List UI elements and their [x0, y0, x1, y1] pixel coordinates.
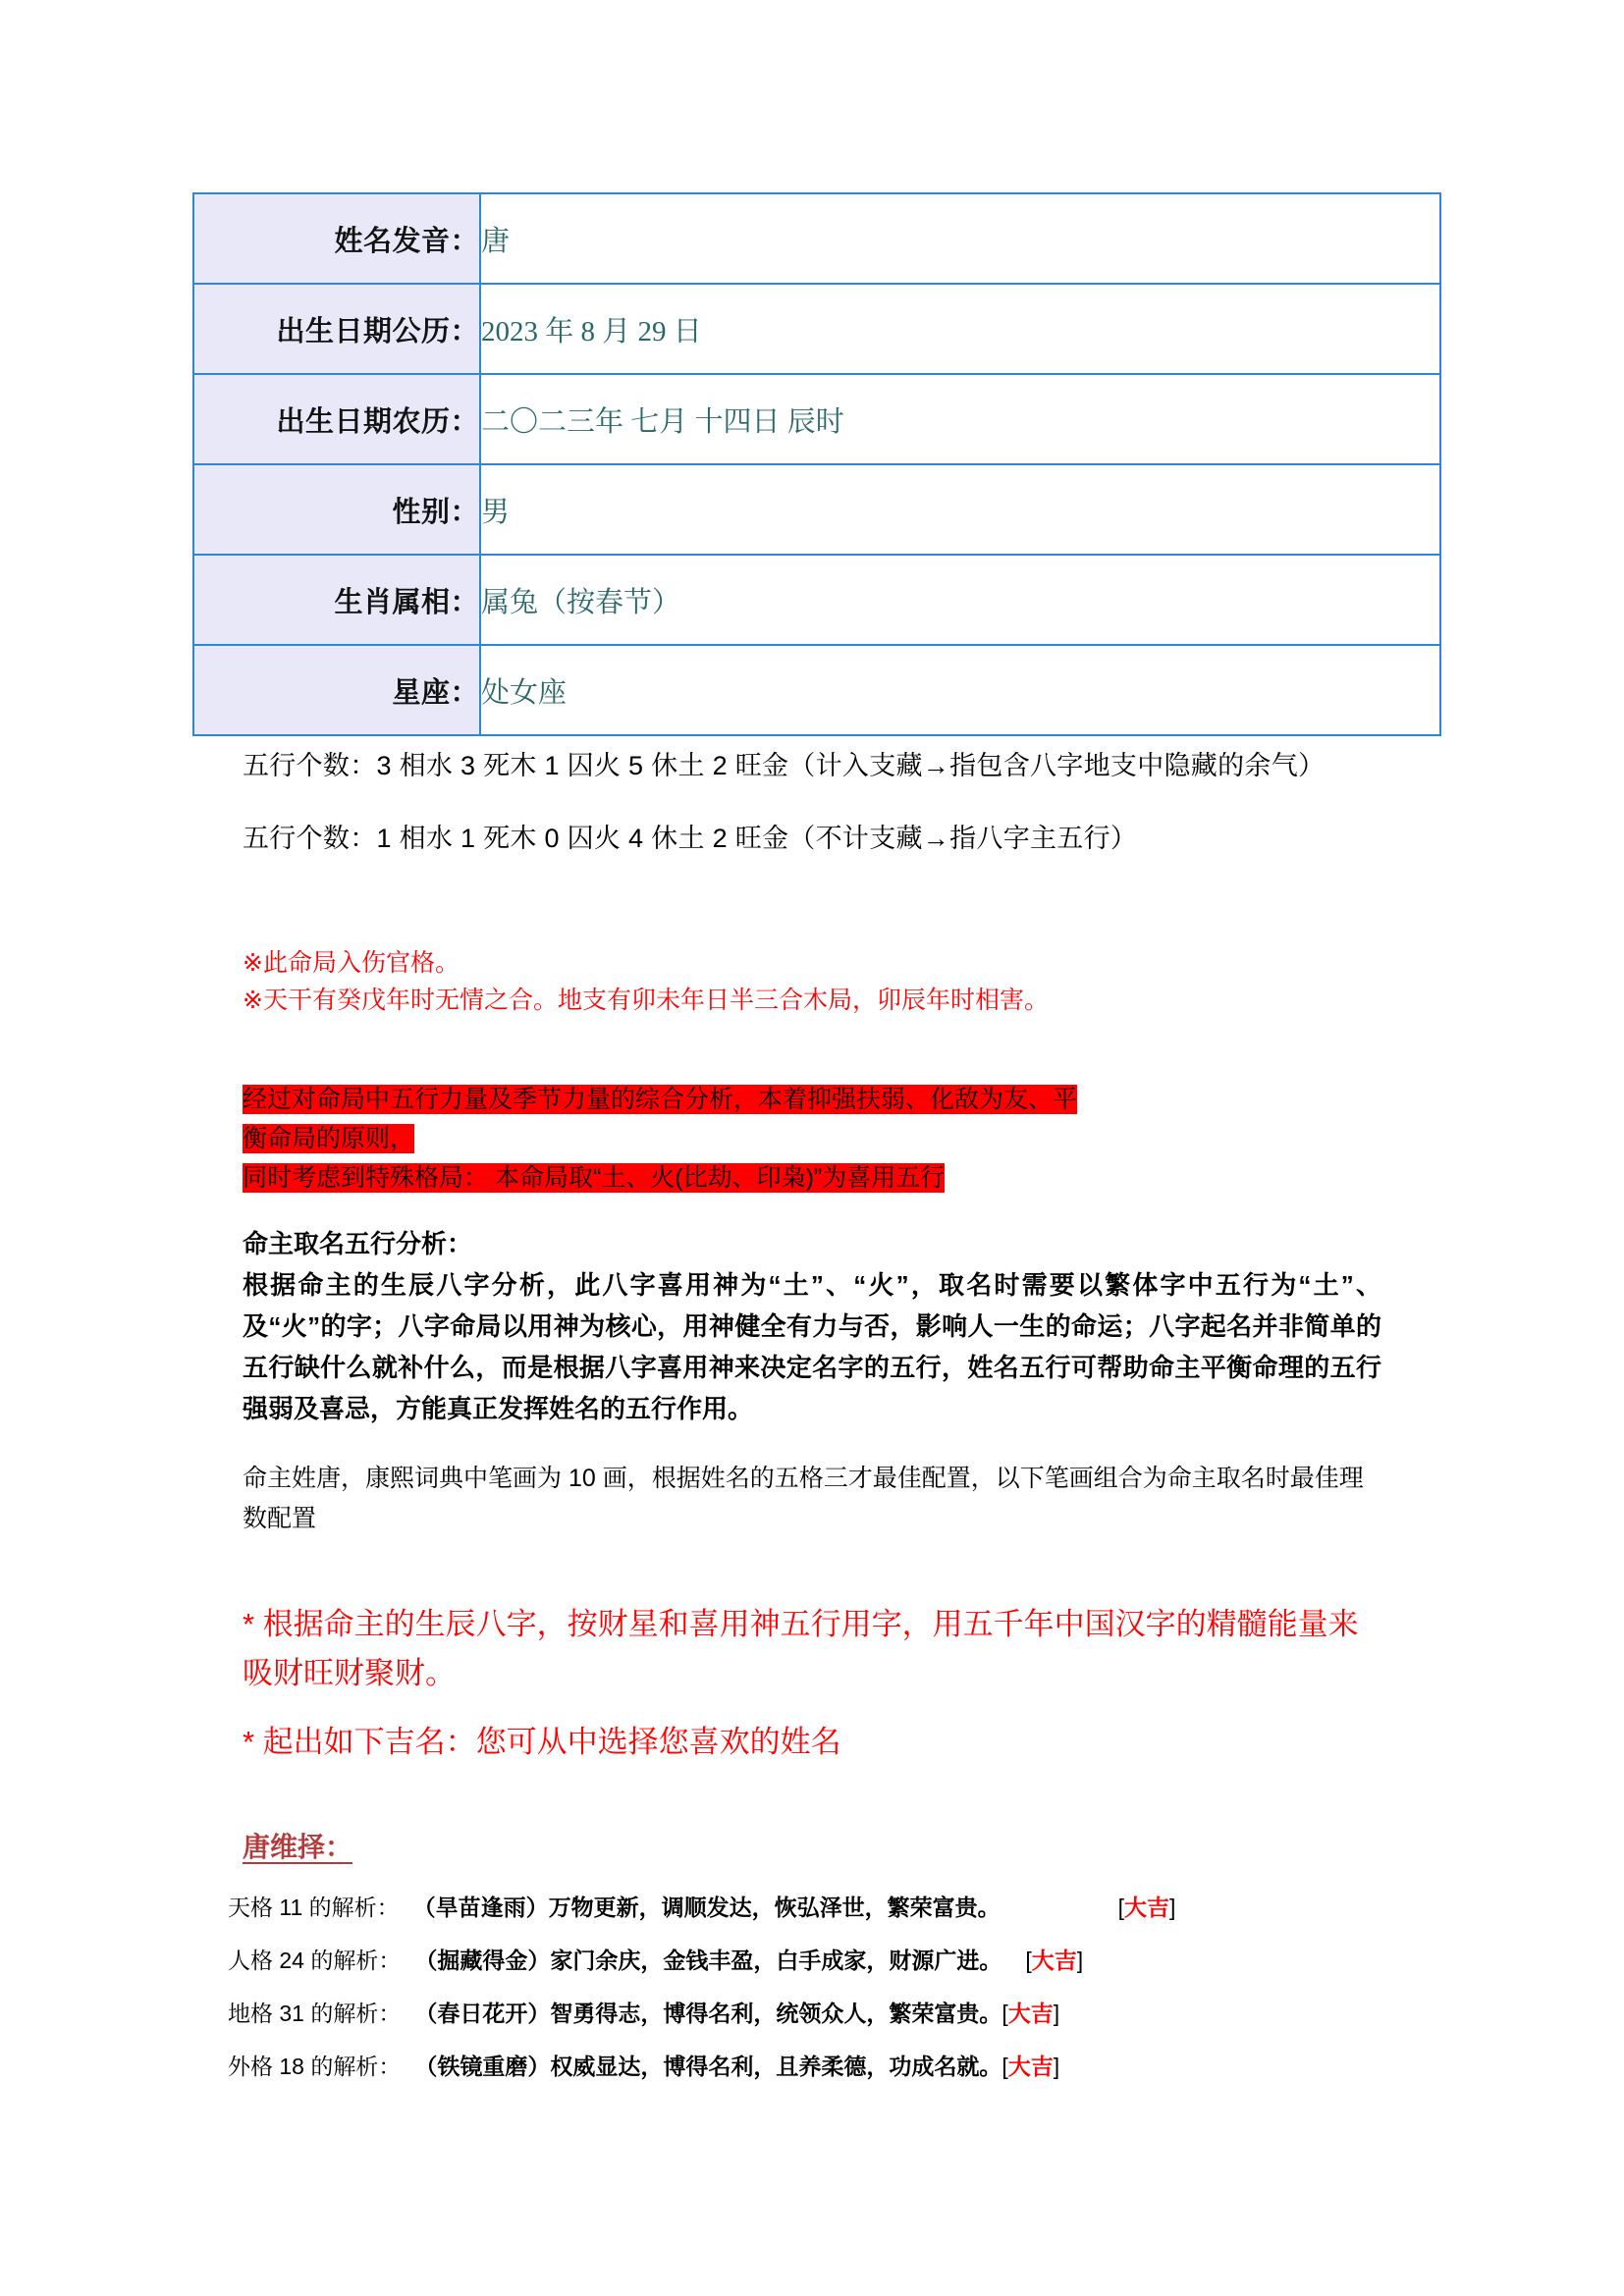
table-row [193, 645, 1440, 735]
verdict-text: 大吉 [1031, 1948, 1077, 1973]
bracket-close: ] [1053, 2054, 1060, 2079]
table-row [193, 555, 1440, 645]
value-text: 处女座 [481, 676, 568, 709]
highlight-line-2 [243, 1158, 1097, 1198]
red-note-choose-name: * 起出如下吉名：您可从中选择您喜欢的姓名 [243, 1725, 841, 1759]
heaven-grid-verdict [1118, 1890, 1176, 1922]
name-grid-analysis-list [228, 1890, 1406, 2102]
bracket-open: [ [1117, 1895, 1125, 1920]
heaven-grid-label: 天格 11 的解析： [228, 1895, 400, 1920]
note-pattern-type: ※此命局入伤官格。 [243, 949, 460, 977]
table-row [193, 374, 1440, 464]
verdict-text: 大吉 [1007, 2001, 1054, 2026]
red-note-wealth: * 根据命主的生辰八字，按财星和喜用神五行用字，用五千年中国汉字的精髓能量来吸财旺财聚财。 [243, 1607, 1359, 1690]
favorable-elements-highlight [243, 1080, 1097, 1198]
table-row [193, 284, 1440, 374]
birth-info-table-body [193, 193, 1440, 735]
candidate-name-heading[interactable]: 唐维择： [243, 1832, 353, 1862]
row-label-lunar-birthdate: 出生日期农历： [193, 374, 480, 464]
value-text: 男 [481, 496, 511, 528]
outer-grid-label: 外格 18 的解析： [228, 2054, 402, 2079]
row-value-lunar-birthdate [480, 374, 1440, 464]
table-row [193, 464, 1440, 555]
list-item [228, 1890, 1406, 1943]
outer-grid-description: （铁镜重磨）权威显达，博得名利，且养柔德，功成名就。 [414, 2054, 1002, 2079]
analysis-body: 根据命主的生辰八字分析，此八字喜用神为“土”、“火”，取名时需要以繁体字中五行为“土”、及“火”的字；八字命局以用神为核心，用神健全有力与否，影响人一生的命运；八字起名并非简单的五行缺什么就补什么，而是根据八字喜用神来决定名字的五行，姓名五行可帮助命主平衡命理的五行强弱及喜忌，方能真正发挥姓名的五行作用。 [243, 1270, 1381, 1423]
row-label-name-pronunciation: 姓名发音： [193, 193, 480, 284]
row-value-zodiac-animal [480, 555, 1440, 645]
bracket-open: [ [1025, 1948, 1032, 1973]
row-value-gender [480, 464, 1440, 555]
verdict-text: 大吉 [1007, 2054, 1054, 2079]
value-text: 属兔（按春节） [481, 586, 681, 618]
highlight-line-1 [243, 1080, 1097, 1158]
bracket-close: ] [1053, 2001, 1060, 2026]
row-label-gregorian-birthdate: 出生日期公历： [193, 284, 480, 374]
earth-grid-description: （春日花开）智勇得志，博得名利，统领众人，繁荣富贵。 [414, 2001, 1002, 2026]
five-elements-count-without-hidden: 五行个数：1 相水 1 死木 0 囚火 4 休土 2 旺金（不计支藏→指八字主五行） [243, 824, 1138, 853]
bracket-open: [ [1001, 2054, 1008, 2079]
outer-grid-verdict [1001, 2049, 1059, 2081]
row-label-gender: 性别： [193, 464, 480, 555]
heaven-grid-description: （旱苗逢雨）万物更新，调顺发达，恢弘泽世，繁荣富贵。 [412, 1895, 1001, 1920]
analysis-heading: 命主取名五行分析： [243, 1229, 473, 1258]
naming-five-elements-analysis [243, 1223, 1381, 1429]
bracket-close: ] [1169, 1895, 1176, 1920]
table-row [193, 193, 1440, 284]
human-grid-label: 人格 24 的解析： [228, 1948, 402, 1973]
earth-grid-label: 地格 31 的解析： [228, 2001, 402, 2026]
row-label-constellation: 星座： [193, 645, 480, 735]
birth-info-table [192, 192, 1441, 736]
highlight-text: 同时考虑到特殊格局： 本命局取“土、火(比劫、印枭)”为喜用五行 [243, 1164, 946, 1192]
highlight-text: 经过对命局中五行力量及季节力量的综合分析，本着抑强扶弱、化敌为友、平衡命局的原则， [243, 1086, 1078, 1152]
list-item [228, 2049, 1406, 2102]
value-text: 唐 [481, 225, 511, 257]
verdict-text: 大吉 [1124, 1895, 1170, 1920]
list-item [228, 1943, 1406, 1996]
value-text: 2023 年 8 月 29 日 [481, 315, 702, 347]
earth-grid-verdict [1001, 1996, 1059, 2028]
bracket-close: ] [1076, 1948, 1084, 1973]
value-text: 二〇二三年 七月 十四日 辰时 [481, 405, 844, 438]
list-item [228, 1996, 1406, 2049]
bracket-open: [ [1001, 2001, 1008, 2026]
row-value-gregorian-birthdate [480, 284, 1440, 374]
human-grid-description: （掘藏得金）家门余庆，金钱丰盈，白手成家，财源广进。 [414, 1948, 1002, 1973]
human-grid-verdict [1025, 1943, 1083, 1975]
birth-info-table-container [192, 192, 1441, 736]
note-stem-branch-relations: ※天干有癸戊年时无情之合。地支有卯未年日半三合木局，卯辰年时相害。 [243, 987, 1049, 1014]
row-value-constellation [480, 645, 1440, 735]
five-elements-count-with-hidden: 五行个数：3 相水 3 死木 1 囚火 5 休土 2 旺金（计入支藏→指包含八字地支中隐藏的余气） [243, 751, 1326, 780]
row-value-name-pronunciation [480, 193, 1440, 284]
stroke-count-paragraph: 命主姓唐，康熙词典中笔画为 10 画，根据姓名的五格三才最佳配置，以下笔画组合为命主取名时最佳理数配置 [243, 1465, 1364, 1532]
row-label-zodiac-animal: 生肖属相： [193, 555, 480, 645]
